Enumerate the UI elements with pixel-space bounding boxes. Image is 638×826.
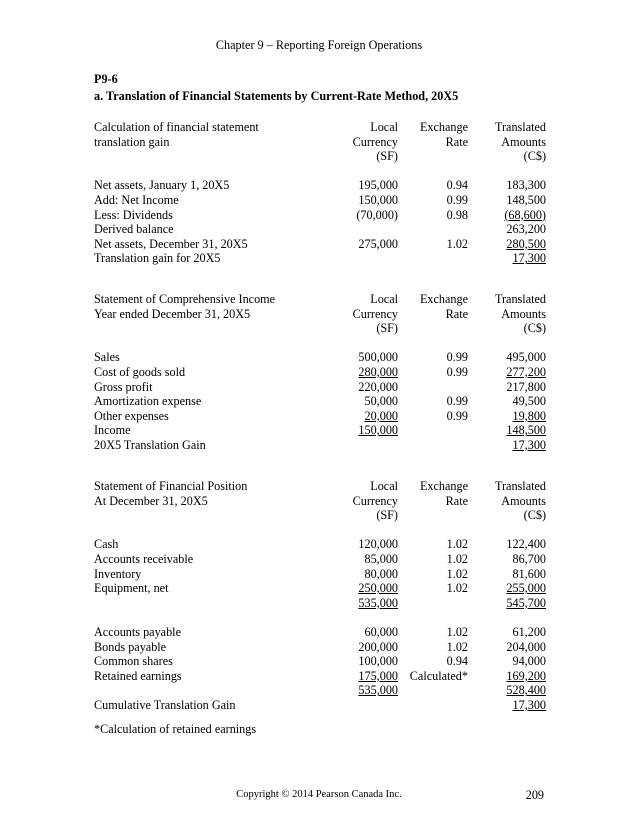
table-row [94, 552, 546, 567]
table-row [94, 625, 546, 640]
cell-value: 1.02 [446, 236, 468, 251]
statement-table [94, 479, 546, 713]
table-row [94, 438, 546, 453]
table-row [94, 698, 546, 713]
table-row [94, 537, 546, 552]
statement-table [94, 292, 546, 453]
cell-value: 1.02 [446, 624, 468, 639]
cell-value: Translated [494, 120, 546, 134]
cell-value: (68,600) [504, 207, 546, 222]
row-label: Inventory [94, 566, 142, 581]
cell-value: 1.02 [446, 639, 468, 654]
table-row [94, 508, 546, 523]
cell-value: 17,300 [512, 437, 546, 452]
cell-value: 0.99 [446, 192, 468, 207]
cell-value: Calculated* [409, 668, 468, 683]
cell-value: 535,000 [358, 683, 398, 698]
row-label: Net assets, December 31, 20X5 [94, 236, 248, 251]
cell-value: 280,500 [506, 236, 546, 251]
table-row [94, 394, 546, 409]
cell-value: 85,000 [364, 551, 398, 566]
cell-value: 80,000 [364, 566, 398, 581]
cell-value: 220,000 [358, 379, 398, 394]
cell-value: 50,000 [364, 394, 398, 409]
table-row [94, 222, 546, 237]
cell-value: 86,700 [512, 551, 546, 566]
cell-value: 280,000 [358, 364, 398, 379]
row-label: Accounts payable [94, 624, 181, 639]
cell-value: 0.99 [446, 394, 468, 409]
row-label: Statement of Financial Position [94, 479, 248, 493]
table-row [94, 683, 546, 698]
row-label: Bonds payable [94, 639, 167, 654]
cell-value: Currency [352, 306, 398, 321]
cell-value: 17,300 [512, 697, 546, 712]
cell-value: 183,300 [506, 178, 546, 193]
row-label: Common shares [94, 654, 173, 669]
cell-value: 528,400 [506, 683, 546, 698]
cell-value: 275,000 [358, 236, 398, 251]
cell-value: Local [370, 479, 398, 493]
cell-value: 204,000 [506, 639, 546, 654]
cell-value: (SF) [376, 508, 398, 523]
table-row [94, 581, 546, 596]
cell-value: 1.02 [446, 581, 468, 596]
cell-value: 0.99 [446, 364, 468, 379]
table-row [94, 208, 546, 223]
row-label: At December 31, 20X5 [94, 493, 208, 508]
table-row [94, 237, 546, 252]
row-label: 20X5 Translation Gain [94, 437, 206, 452]
row-label: Sales [94, 350, 120, 365]
row-label: Cash [94, 537, 119, 552]
statement-table [94, 120, 546, 266]
cell-value: 0.99 [446, 408, 468, 423]
row-label: Derived balance [94, 222, 174, 237]
cell-value: 195,000 [358, 178, 398, 193]
table-row [94, 149, 546, 164]
row-label: Less: Dividends [94, 207, 173, 222]
cell-value: 0.99 [446, 350, 468, 365]
page-header: Chapter 9 – Reporting Foreign Operations [215, 38, 423, 52]
row-label: Statement of Comprehensive Income [94, 292, 276, 306]
cell-value: 120,000 [358, 537, 398, 552]
cell-value: 1.02 [446, 566, 468, 581]
table-row [94, 409, 546, 424]
cell-value: Exchange [419, 120, 468, 134]
table-row [94, 596, 546, 611]
table-row [94, 610, 546, 625]
cell-value: 150,000 [358, 423, 398, 438]
cell-value: Currency [352, 134, 398, 149]
cell-value: 169,200 [506, 668, 546, 683]
table-row [94, 164, 546, 179]
table-row [94, 292, 546, 307]
table-row [94, 523, 546, 538]
cell-value: 0.94 [446, 178, 468, 193]
cell-value: 19,800 [512, 408, 546, 423]
cell-value: 148,500 [506, 423, 546, 438]
cell-value: 122,400 [506, 537, 546, 552]
cell-value: 49,500 [512, 394, 546, 409]
cell-value: Translated [494, 292, 546, 306]
table-row [94, 350, 546, 365]
cell-value: Rate [445, 493, 468, 508]
cell-value: 0.94 [446, 654, 468, 669]
cell-value: Exchange [419, 479, 468, 493]
page-number: 209 [525, 788, 544, 802]
row-label: Amortization expense [94, 394, 202, 409]
cell-value: 148,500 [506, 192, 546, 207]
table-row [94, 567, 546, 582]
row-label: Other expenses [94, 408, 169, 423]
cell-value: Local [370, 292, 398, 306]
cell-value: (C$) [523, 508, 546, 523]
cell-value: Amounts [501, 493, 546, 508]
cell-value: 263,200 [506, 222, 546, 237]
cell-value: Currency [352, 493, 398, 508]
cell-value: 81,600 [512, 566, 546, 581]
cell-value: Local [370, 120, 398, 134]
copyright: Copyright © 2014 Pearson Canada Inc. [236, 789, 402, 800]
table-row [94, 178, 546, 193]
table-row [94, 307, 546, 322]
table-row [94, 365, 546, 380]
cell-value: 1.02 [446, 537, 468, 552]
cell-value: 61,200 [512, 624, 546, 639]
cell-value: 255,000 [506, 581, 546, 596]
cell-value: 175,000 [358, 668, 398, 683]
cell-value: 535,000 [358, 595, 398, 610]
row-label: Year ended December 31, 20X5 [94, 306, 251, 321]
table-row [94, 494, 546, 509]
cell-value: 17,300 [512, 251, 546, 266]
table-row [94, 336, 546, 351]
row-label: Net assets, January 1, 20X5 [94, 178, 230, 193]
table-row [94, 479, 546, 494]
table-row [94, 654, 546, 669]
table-row [94, 640, 546, 655]
cell-value: (C$) [523, 321, 546, 336]
table-row [94, 135, 546, 150]
cell-value: Translated [494, 479, 546, 493]
cell-value: 545,700 [506, 595, 546, 610]
table-row [94, 669, 546, 684]
table-row [94, 193, 546, 208]
cell-value: 1.02 [446, 551, 468, 566]
cell-value: Exchange [419, 292, 468, 306]
table-row [94, 120, 546, 135]
cell-value: 0.98 [446, 207, 468, 222]
cell-value: 495,000 [506, 350, 546, 365]
cell-value: (C$) [523, 149, 546, 164]
problem-id: P9-6 [94, 72, 118, 86]
table-row [94, 321, 546, 336]
row-label: Accounts receivable [94, 551, 194, 566]
row-label: Add: Net Income [94, 192, 179, 207]
row-label: Calculation of financial statement [94, 120, 259, 134]
table-row [94, 423, 546, 438]
footnote: *Calculation of retained earnings [94, 722, 257, 736]
part-title: a. Translation of Financial Statements by Current-Rate Method, 20X5 [94, 89, 459, 103]
cell-value: 277,200 [506, 364, 546, 379]
row-label: translation gain [94, 134, 170, 149]
table-row [94, 251, 546, 266]
cell-value: (70,000) [356, 207, 398, 222]
cell-value: (SF) [376, 149, 398, 164]
row-label: Cumulative Translation Gain [94, 697, 236, 712]
cell-value: 150,000 [358, 192, 398, 207]
cell-value: 500,000 [358, 350, 398, 365]
row-label: Equipment, net [94, 581, 169, 596]
cell-value: Amounts [501, 306, 546, 321]
cell-value: 200,000 [358, 639, 398, 654]
cell-value: 20,000 [364, 408, 398, 423]
cell-value: 60,000 [364, 624, 398, 639]
cell-value: Rate [445, 306, 468, 321]
cell-value: 217,800 [506, 379, 546, 394]
cell-value: 100,000 [358, 654, 398, 669]
cell-value: Amounts [501, 134, 546, 149]
row-label: Gross profit [94, 379, 153, 394]
cell-value: 250,000 [358, 581, 398, 596]
cell-value: Rate [445, 134, 468, 149]
row-label: Retained earnings [94, 668, 182, 683]
row-label: Translation gain for 20X5 [94, 251, 221, 266]
table-row [94, 380, 546, 395]
cell-value: 94,000 [512, 654, 546, 669]
row-label: Income [94, 423, 131, 438]
cell-value: (SF) [376, 321, 398, 336]
row-label: Cost of goods sold [94, 364, 186, 379]
